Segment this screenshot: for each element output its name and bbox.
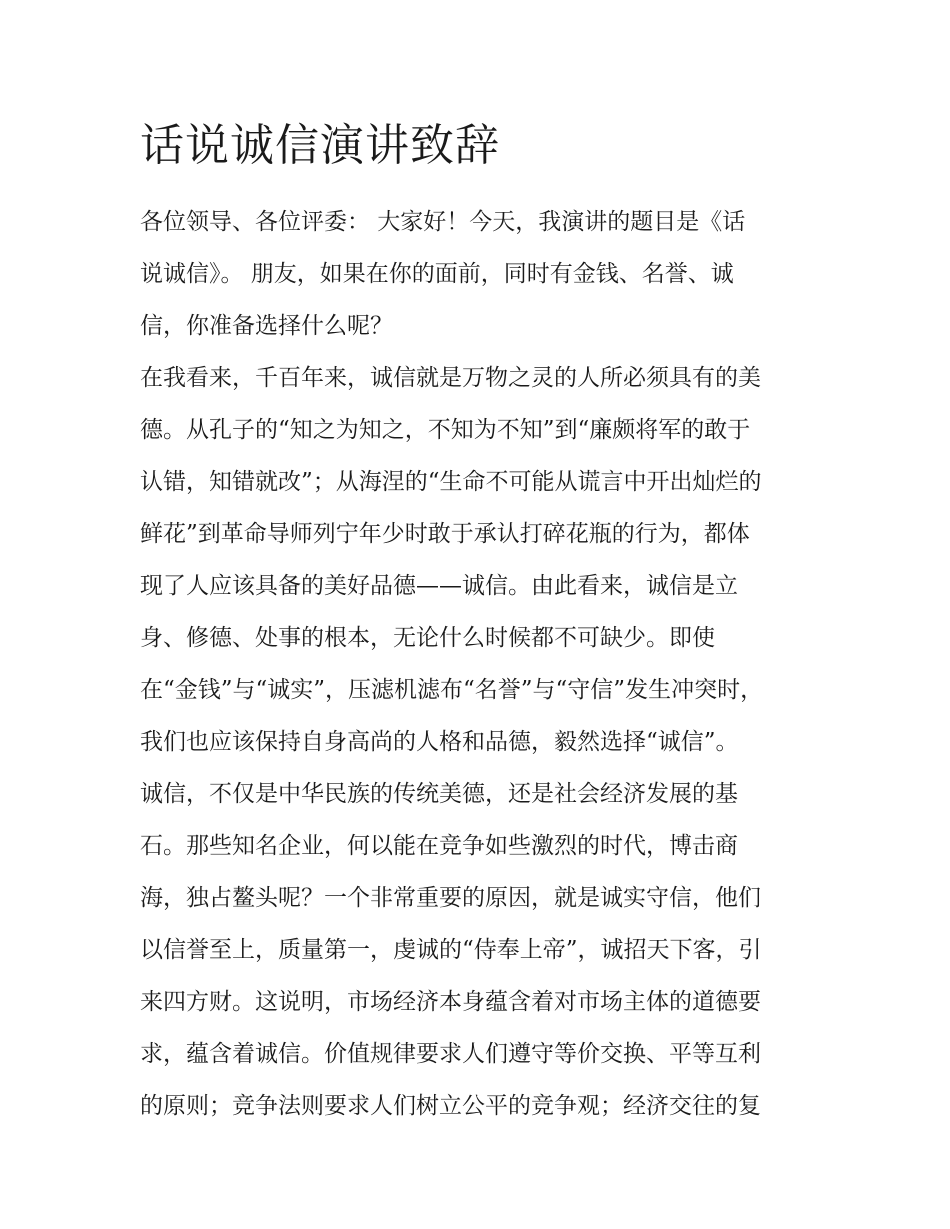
text-line: 在我看来，千百年来，诚信就是万物之灵的人所必须具有的美 (140, 365, 761, 391)
text-line: 信，你准备选择什么呢？ (140, 313, 393, 339)
text-line: 我们也应该保持自身高尚的人格和品德，毅然选择“诚信”。 (140, 729, 739, 755)
text-line: 以信誉至上，质量第一，虔诚的“侍奉上帝”，诚招天下客，引 (140, 937, 762, 963)
text-line: 各位领导、各位评委： 大家好！今天，我演讲的题目是《话 (140, 209, 746, 235)
text-line: 鲜花”到革命导师列宁年少时敢于承认打碎花瓶的行为，都体 (140, 521, 750, 547)
document-body (140, 200, 830, 1136)
text-line: 诚信，不仅是中华民族的传统美德，还是社会经济发展的基 (140, 781, 738, 807)
text-line: 求，蕴含着诚信。价值规律要求人们遵守等价交换、平等互利 (140, 1041, 761, 1067)
text-line: 德。从孔子的“知之为知之，不知为不知”到“廉颇将军的敢于 (140, 417, 751, 443)
text-line: 的原则；竞争法则要求人们树立公平的竞争观；经济交往的复 (140, 1093, 761, 1119)
document-title: 话说诚信演讲致辞 (140, 120, 500, 171)
text-line: 认错，知错就改”；从海涅的“生命不可能从谎言中开出灿烂的 (140, 469, 762, 495)
text-line: 说诚信》。 朋友，如果在你的面前，同时有金钱、名誉、诚 (140, 261, 734, 287)
text-line: 现了人应该具备的美好品德——诚信。由此看来，诚信是立 (140, 573, 738, 599)
text-line: 在“金钱”与“诚实”，压滤机滤布“名誉”与“守信”发生冲突时， (140, 677, 764, 703)
text-line: 石。那些知名企业，何以能在竞争如些激烈的时代，博击商 (140, 833, 738, 859)
text-line: 来四方财。这说明，市场经济本身蕴含着对市场主体的道德要 (140, 989, 761, 1015)
text-line: 身、修德、处事的根本，无论什么时候都不可缺少。即使 (140, 625, 715, 651)
text-line: 海，独占鳌头呢？一个非常重要的原因，就是诚实守信，他们 (140, 885, 761, 911)
